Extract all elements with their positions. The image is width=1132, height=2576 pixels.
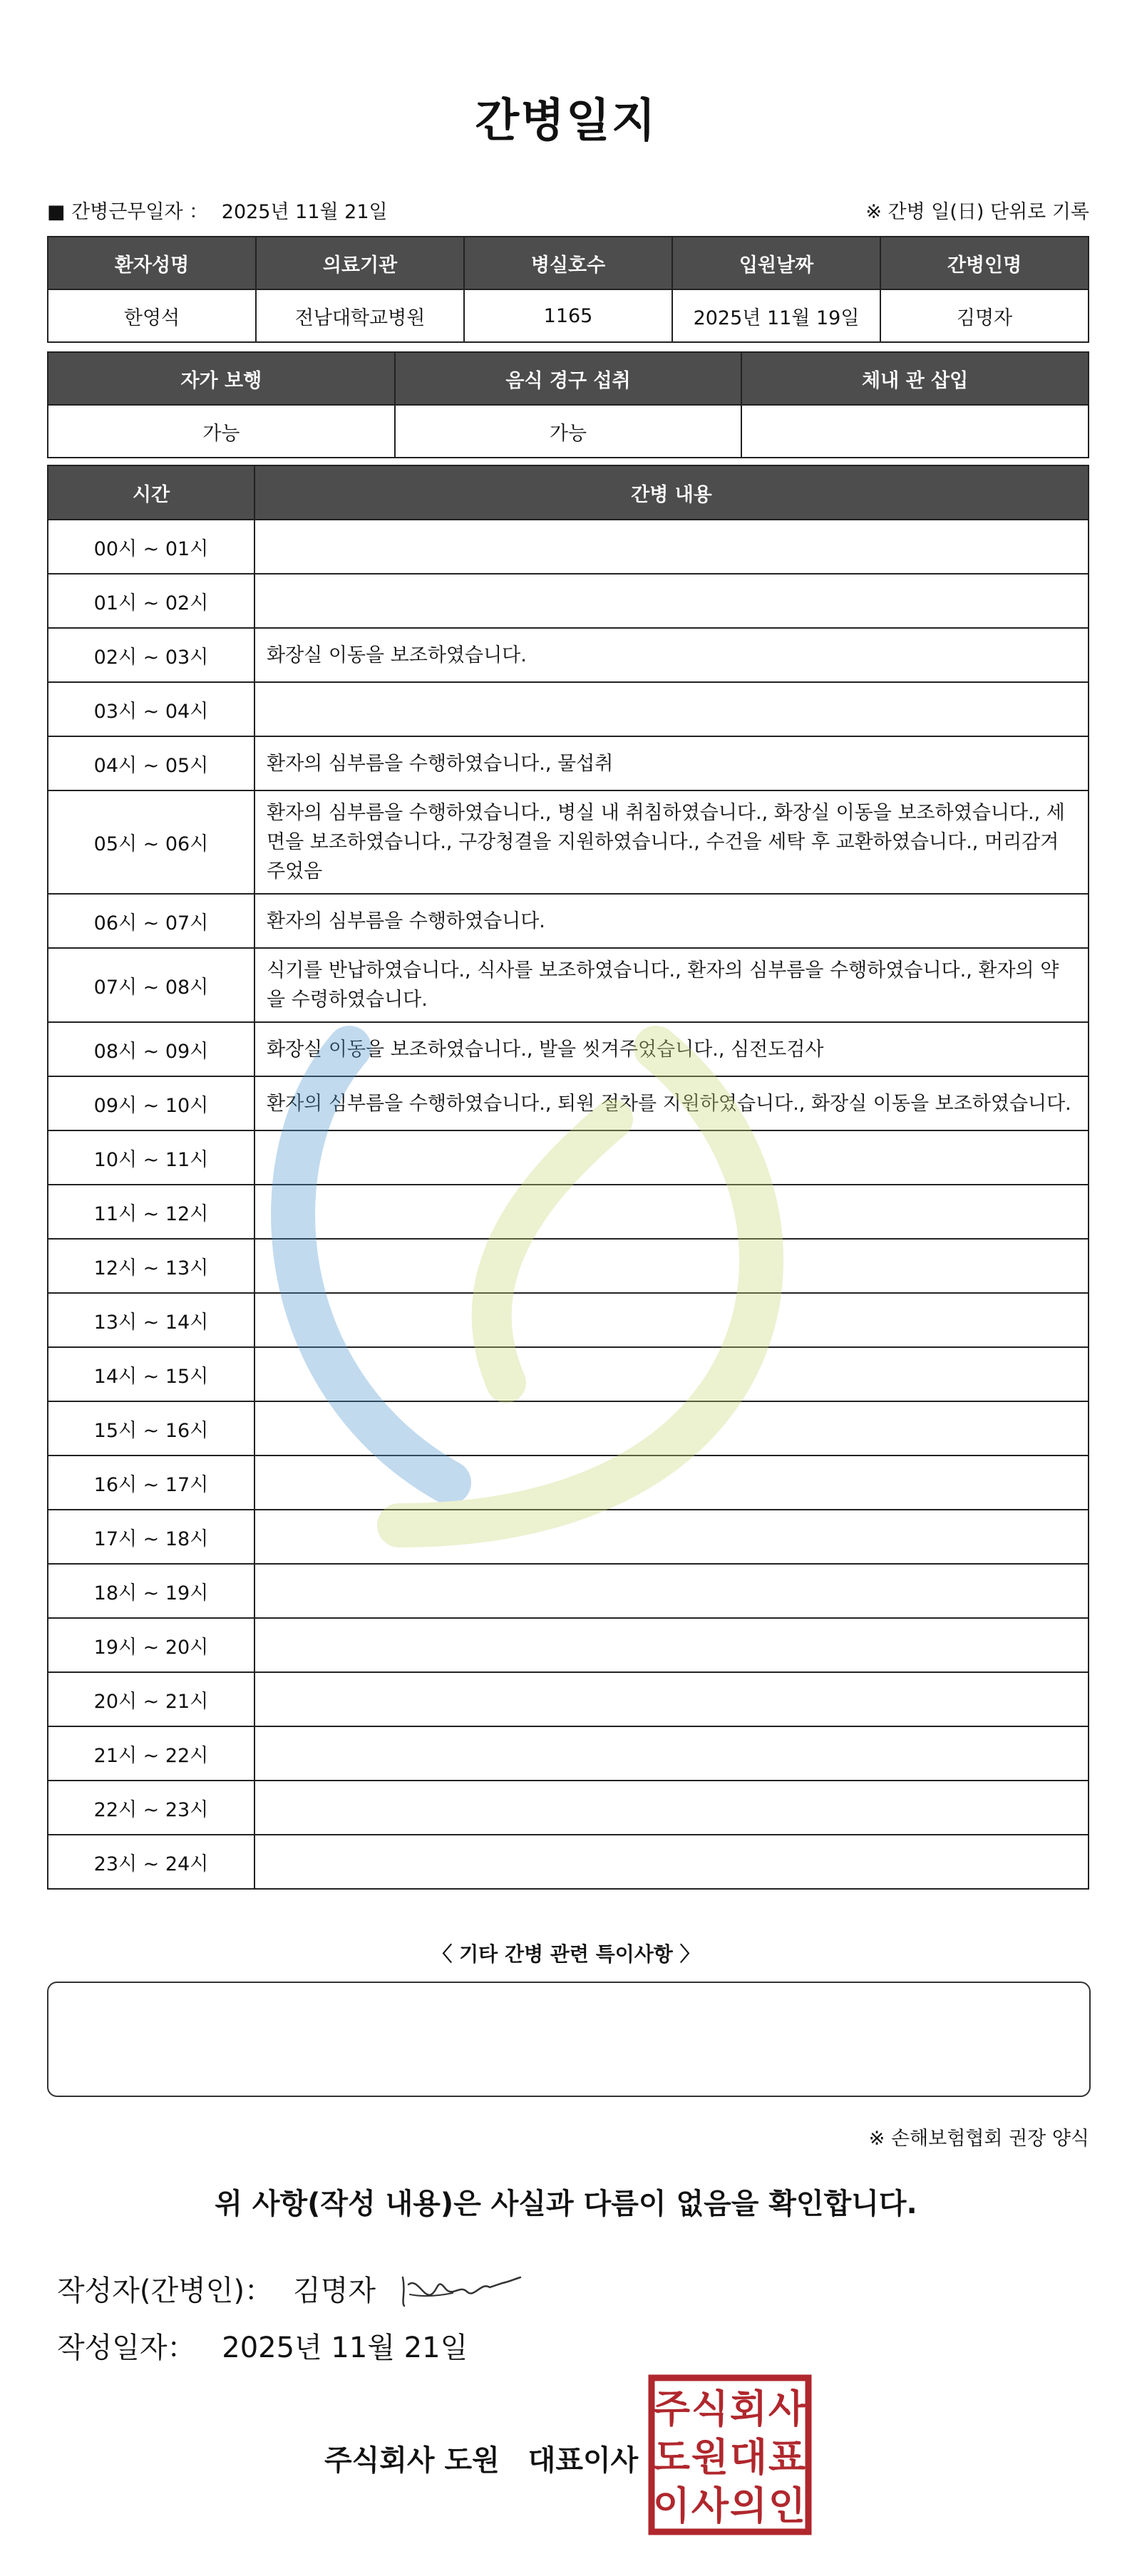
care-log-row — [48, 1401, 1089, 1456]
seal-character: 의 — [729, 2483, 768, 2528]
patient-info-header-row — [48, 237, 1089, 289]
seal-character: 식 — [691, 2386, 729, 2431]
care-log-row — [48, 1293, 1089, 1347]
work-date-group — [47, 196, 395, 224]
header-self-walking: 자가 보행 — [48, 352, 395, 405]
care-log-time: 09시 ~ 10시 — [48, 1076, 254, 1130]
care-log-content — [254, 1456, 1089, 1510]
hospital: 전남대학교병원 — [256, 289, 464, 342]
seal-character: 대 — [729, 2435, 768, 2480]
patient-info-value-row — [48, 289, 1089, 342]
author-name: 김명자 — [293, 2274, 376, 2307]
header-patient-name: 환자성명 — [48, 237, 256, 289]
care-log-content — [254, 1239, 1089, 1293]
unit-note: ※ 간병 일(日) 단위로 기록 — [865, 200, 1089, 223]
care-log-time: 11시 ~ 12시 — [48, 1185, 254, 1239]
care-log-content — [254, 1781, 1089, 1835]
company-name: 주식회사 도원 — [324, 2444, 500, 2477]
care-log-time: 23시 ~ 24시 — [48, 1835, 254, 1889]
notes-title: 〈 기타 간병 관련 특이사항 〉 — [432, 1942, 700, 1966]
care-log-content — [254, 1726, 1089, 1781]
confirmation-statement: 위 사항(작성 내용)은 사실과 다름이 없음을 확인합니다. — [215, 2188, 917, 2220]
care-log-row — [48, 682, 1089, 736]
care-log-row — [48, 1781, 1089, 1835]
room-number: 1165 — [464, 289, 672, 342]
care-log-time: 19시 ~ 20시 — [48, 1618, 254, 1672]
care-log-time: 04시 ~ 05시 — [48, 736, 254, 790]
work-date-value: 2025년 11월 21일 — [221, 200, 388, 223]
care-log-content: 환자의 심부름을 수행하였습니다., 퇴원 절차를 지원하였습니다., 화장실 이동을 보조하였습니다. — [254, 1076, 1089, 1130]
seal-character: 주 — [652, 2386, 691, 2431]
seal-character: 표 — [768, 2435, 806, 2480]
written-date-row — [57, 2325, 468, 2366]
company-title: 대표이사 — [528, 2444, 639, 2477]
company-seal-stamp — [647, 2374, 813, 2536]
seal-character: 사 — [691, 2483, 729, 2528]
patient-name: 한영석 — [48, 289, 256, 342]
care-log-content — [254, 1835, 1089, 1889]
page-title: 간병일지 — [475, 95, 657, 148]
author-label: 작성자(간병인)： — [57, 2274, 274, 2307]
care-log-row — [48, 1726, 1089, 1781]
care-log-row — [48, 1185, 1089, 1239]
care-log-row — [48, 1672, 1089, 1726]
care-log-content — [254, 1185, 1089, 1239]
header-hospital: 의료기관 — [256, 237, 464, 289]
self-walking-value: 가능 — [48, 405, 395, 458]
care-log-time: 10시 ~ 11시 — [48, 1130, 254, 1185]
header-tube-insertion: 체내 관 삽입 — [741, 352, 1089, 405]
seal-character: 원 — [691, 2435, 729, 2480]
care-log-row — [48, 1076, 1089, 1130]
seal-character: 이 — [652, 2483, 691, 2528]
care-log-row — [48, 1510, 1089, 1564]
patient-status-table — [47, 351, 1089, 458]
patient-status-value-row — [48, 405, 1089, 458]
care-log-content: 식기를 반납하였습니다., 식사를 보조하였습니다., 환자의 심부름을 수행하였습니다., 환자의 약을 수령하였습니다. — [254, 948, 1089, 1022]
care-log-time: 07시 ~ 08시 — [48, 948, 254, 1022]
care-log-time: 17시 ~ 18시 — [48, 1510, 254, 1564]
company-row — [324, 2438, 638, 2478]
header-care-content: 간병 내용 — [254, 465, 1089, 520]
seal-character: 인 — [768, 2483, 806, 2528]
care-log-time: 21시 ~ 22시 — [48, 1726, 254, 1781]
care-log-content — [254, 1347, 1089, 1401]
care-log-row — [48, 1347, 1089, 1401]
care-log-row — [48, 894, 1089, 948]
care-log-time: 15시 ~ 16시 — [48, 1401, 254, 1456]
tube-insertion-value — [741, 405, 1089, 458]
care-log-content — [254, 1293, 1089, 1347]
care-log-row — [48, 628, 1089, 682]
header-time: 시간 — [48, 465, 254, 520]
care-log-time: 01시 ~ 02시 — [48, 574, 254, 628]
work-date-label: ■ 간병근무일자 ： — [47, 200, 209, 223]
care-log-content: 환자의 심부름을 수행하였습니다., 물섭취 — [254, 736, 1089, 790]
care-log-content — [254, 1564, 1089, 1618]
signature-image — [396, 2263, 524, 2313]
caregiver-name: 김명자 — [880, 289, 1089, 342]
written-date-label: 작성일자： — [57, 2332, 196, 2364]
care-log-content — [254, 520, 1089, 574]
author-row — [57, 2263, 524, 2313]
care-log-row — [48, 1239, 1089, 1293]
care-log-time: 13시 ~ 14시 — [48, 1293, 254, 1347]
care-log-row — [48, 1835, 1089, 1889]
seal-character: 도 — [652, 2435, 691, 2480]
care-log-content — [254, 1672, 1089, 1726]
header-admission-date: 입원날짜 — [672, 237, 880, 289]
care-log-row — [48, 1022, 1089, 1076]
header-room-number: 병실호수 — [464, 237, 672, 289]
care-log-content: 환자의 심부름을 수행하였습니다., 병실 내 취침하였습니다., 화장실 이동을 보조하였습니다., 세면을 보조하였습니다., 구강청결을 지원하였습니다., 수건을 세탁 후 교환하였습니다., 머리감겨주었음 — [254, 790, 1089, 894]
header-oral-intake: 음식 경구 섭취 — [395, 352, 742, 405]
care-log-row — [48, 790, 1089, 894]
care-log-body — [48, 520, 1089, 1889]
seal-character: 회 — [729, 2386, 768, 2431]
care-log-content — [254, 1618, 1089, 1672]
admission-date: 2025년 11월 19일 — [672, 289, 880, 342]
care-log-content — [254, 1510, 1089, 1564]
notes-text — [48, 1983, 1089, 2006]
oral-intake-value: 가능 — [395, 405, 742, 458]
meta-row — [47, 195, 1089, 224]
care-log-row — [48, 948, 1089, 1022]
patient-info-table — [47, 236, 1089, 343]
care-log-time: 08시 ~ 09시 — [48, 1022, 254, 1076]
written-date-value: 2025년 11월 21일 — [222, 2332, 468, 2364]
care-log-row — [48, 574, 1089, 628]
care-log-row — [48, 1130, 1089, 1185]
care-log-content: 환자의 심부름을 수행하였습니다. — [254, 894, 1089, 948]
care-log-content — [254, 1130, 1089, 1185]
notes-box — [47, 1982, 1091, 2097]
care-log-row — [48, 736, 1089, 790]
care-log-time: 20시 ~ 21시 — [48, 1672, 254, 1726]
care-log-content — [254, 574, 1089, 628]
care-log-time: 12시 ~ 13시 — [48, 1239, 254, 1293]
care-log-row — [48, 1456, 1089, 1510]
care-log-content: 화장실 이동을 보조하였습니다. — [254, 628, 1089, 682]
care-log-time: 16시 ~ 17시 — [48, 1456, 254, 1510]
care-log-row — [48, 1618, 1089, 1672]
care-log-time: 22시 ~ 23시 — [48, 1781, 254, 1835]
care-log-content: 화장실 이동을 보조하였습니다., 발을 씻겨주었습니다., 심전도검사 — [254, 1022, 1089, 1076]
care-log-time: 18시 ~ 19시 — [48, 1564, 254, 1618]
care-log-time: 03시 ~ 04시 — [48, 682, 254, 736]
care-log-content — [254, 1401, 1089, 1456]
care-log-time: 00시 ~ 01시 — [48, 520, 254, 574]
care-log-row — [48, 520, 1089, 574]
care-log-header-row — [48, 465, 1089, 520]
care-log-time: 14시 ~ 15시 — [48, 1347, 254, 1401]
care-log-row — [48, 1564, 1089, 1618]
care-log-time: 06시 ~ 07시 — [48, 894, 254, 948]
care-log-table — [47, 465, 1089, 1890]
form-note: ※ 손해보험협회 권장 양식 — [868, 2128, 1089, 2150]
header-caregiver-name: 간병인명 — [880, 237, 1089, 289]
care-log-time: 05시 ~ 06시 — [48, 790, 254, 894]
care-log-content — [254, 682, 1089, 736]
patient-status-header-row — [48, 352, 1089, 405]
care-log-time: 02시 ~ 03시 — [48, 628, 254, 682]
seal-character: 사 — [768, 2386, 806, 2431]
